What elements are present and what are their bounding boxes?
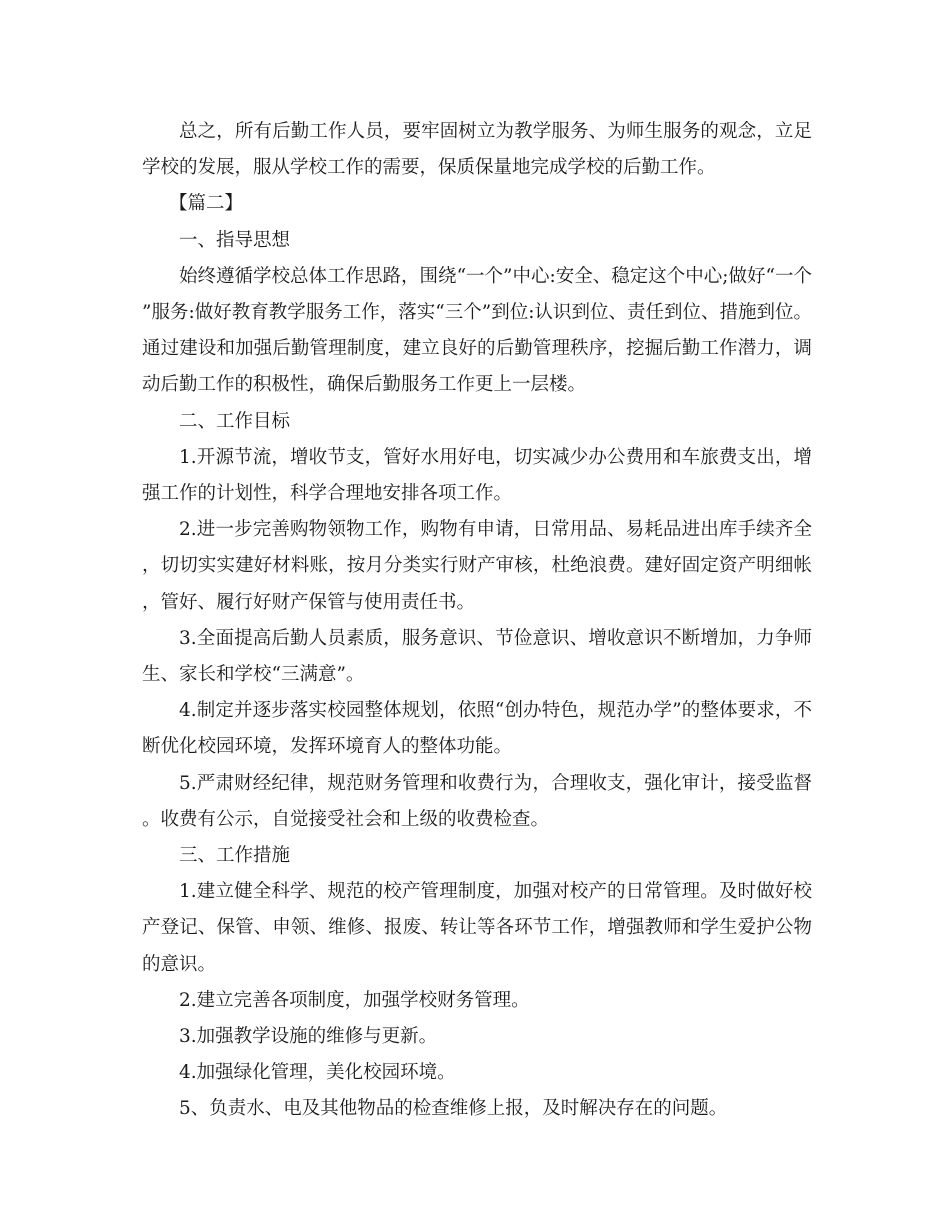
section-2-item: 2.进一步完善购物领物工作，购物有申请，日常用品、易耗品进出库手续齐全，切切实实建好材料账，按月分类实行财产审核，杜绝浪费。建好固定资产明细帐，管好、履行好财产保管与使用责任书。	[142, 519, 812, 613]
section-3-item: 3.加强教学设施的维修与更新。	[179, 1026, 438, 1048]
section-3-item: 4.加强绿化管理，美化校园环境。	[179, 1062, 456, 1084]
part-title: 【篇二】	[169, 193, 244, 215]
section-2-item: 3.全面提高后勤人员素质，服务意识、节俭意识、增收意识不断增加，力争师生、家长和学校“三满意”。	[142, 627, 812, 686]
section-1-body: 始终遵循学校总体工作思路，围绕“一个”中心:安全、稳定这个中心;做好“一个”服务:做好教育教学服务工作，落实“三个”到位:认识到位、责任到位、措施到位。通过建设和加强后勤管理制度，建立良好的后勤管理秩序，挖掘后勤工作潜力，调动后勤工作的积极性，确保后勤服务工作更上一层楼。	[142, 265, 812, 396]
section-3-item: 1.建立健全科学、规范的校产管理制度，加强对校产的日常管理。及时做好校产登记、保管、申领、维修、报废、转让等各环节工作，增强教师和学生爱护公物的意识。	[142, 881, 812, 975]
section-3-title: 三、工作措施	[179, 845, 291, 867]
section-2-title: 二、工作目标	[179, 410, 291, 432]
document-page	[142, 114, 812, 1128]
section-3-item: 5、负责水、电及其他物品的检查维修上报，及时解决存在的问题。	[179, 1098, 728, 1120]
section-2-item: 5.严肃财经纪律，规范财务管理和收费行为，合理收支，强化审计，接受监督。收费有公示，自觉接受社会和上级的收费检查。	[142, 772, 812, 830]
summary-paragraph: 总之，所有后勤工作人员，要牢固树立为教学服务、为师生服务的观念，立足学校的发展，服从学校工作的需要，保质保量地完成学校的后勤工作。	[142, 121, 812, 179]
section-1-title: 一、指导思想	[179, 229, 291, 251]
section-2-item: 4.制定并逐步落实校园整体规划，依照“创办特色，规范办学”的整体要求，不断优化校园环境，发挥环境育人的整体功能。	[142, 700, 812, 758]
section-3-item: 2.建立完善各项制度，加强学校财务管理。	[179, 989, 530, 1011]
section-2-item: 1.开源节流，增收节支，管好水用好电，切实减少办公费用和车旅费支出，增强工作的计划性，科学合理地安排各项工作。	[142, 446, 812, 505]
